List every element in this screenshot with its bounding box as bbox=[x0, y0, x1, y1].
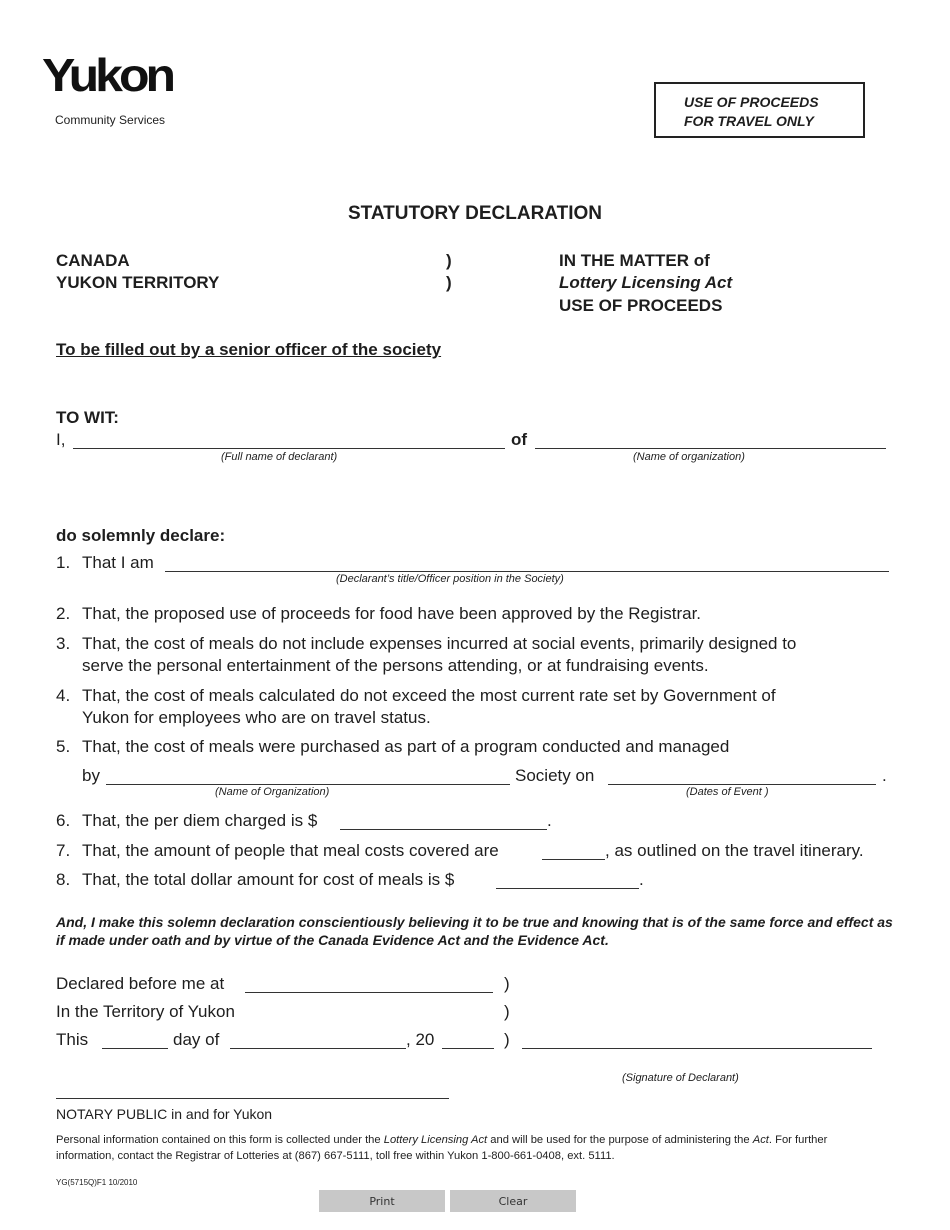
declared-paren: ) bbox=[504, 974, 510, 993]
list-item-7 bbox=[56, 841, 499, 861]
declarant-prefix: I, bbox=[56, 430, 66, 449]
item-text: That, the cost of meals were purchased as part of a program conducted and managed bbox=[82, 737, 730, 756]
organization-caption: (Name of organization) bbox=[633, 451, 745, 463]
header-use-of-proceeds: USE OF PROCEEDS bbox=[559, 296, 723, 315]
item-number: 8. bbox=[56, 870, 71, 889]
item-number: 7. bbox=[56, 841, 71, 860]
item5-period: . bbox=[882, 766, 887, 785]
notary-signature-field[interactable] bbox=[56, 1098, 449, 1099]
privacy-notice bbox=[56, 1132, 846, 1164]
header-canada: CANADA bbox=[56, 251, 130, 270]
item-number: 3. bbox=[56, 634, 71, 653]
month-field[interactable] bbox=[230, 1048, 406, 1049]
item-number: 4. bbox=[56, 686, 71, 705]
event-dates-caption: (Dates of Event ) bbox=[686, 786, 769, 798]
privacy-text: . For further information, contact the Registrar of Lotteries at (867) 667-5111, toll free within Yukon 1-800-661-0408, ext. 5111. bbox=[56, 1134, 828, 1162]
item-number: 5. bbox=[56, 737, 71, 756]
officer-position-field[interactable] bbox=[165, 571, 889, 572]
item-number: 1. bbox=[56, 553, 71, 572]
item7-end: , as outlined on the travel itinerary. bbox=[605, 841, 864, 860]
header-yukon-territory: YUKON TERRITORY bbox=[56, 273, 220, 292]
declarant-name-field[interactable] bbox=[73, 448, 505, 449]
list-item-1 bbox=[56, 553, 154, 573]
travel-box-line1: USE OF PROCEEDS bbox=[684, 94, 819, 110]
department-name: Community Services bbox=[55, 113, 166, 127]
item5-society-on: Society on bbox=[515, 766, 595, 785]
signature-field[interactable] bbox=[522, 1048, 872, 1049]
territory-label: In the Territory of Yukon bbox=[56, 1002, 235, 1021]
item5-by: by bbox=[82, 766, 100, 785]
header-paren: ) bbox=[446, 273, 452, 292]
list-item-3 bbox=[56, 634, 796, 654]
travel-box-line2: FOR TRAVEL ONLY bbox=[684, 113, 814, 129]
travel-only-box bbox=[654, 82, 865, 138]
signature-caption: (Signature of Declarant) bbox=[622, 1072, 739, 1084]
organization-name-field[interactable] bbox=[535, 448, 886, 449]
item6-end: . bbox=[547, 811, 552, 830]
event-dates-field[interactable] bbox=[608, 784, 876, 785]
day-field[interactable] bbox=[102, 1048, 168, 1049]
solemn-statement: And, I make this solemn declaration conscientiously believing it to be true and knowing that is of the same force and effect as if made under oath and by virtue of the Canada Evidence Act and the Evidence Act. bbox=[56, 914, 893, 948]
privacy-text: and will be used for the purpose of administering the bbox=[487, 1134, 753, 1146]
per-diem-field[interactable] bbox=[340, 829, 547, 830]
item-text: That, the amount of people that meal costs covered are bbox=[82, 841, 499, 860]
yukon-logo: Yukon bbox=[42, 49, 173, 102]
privacy-text: Personal information contained on this form is collected under the bbox=[56, 1134, 384, 1146]
officer-position-caption: (Declarant’s title/Officer position in the Society) bbox=[336, 573, 564, 585]
notary-label: NOTARY PUBLIC in and for Yukon bbox=[56, 1106, 273, 1122]
list-item-5 bbox=[56, 737, 729, 757]
page-title: STATUTORY DECLARATION bbox=[347, 203, 603, 224]
day-of-label: day of bbox=[173, 1030, 220, 1049]
program-organization-field[interactable] bbox=[106, 784, 510, 785]
item-text: That, the total dollar amount for cost of meals is $ bbox=[82, 870, 455, 889]
this-label: This bbox=[56, 1030, 89, 1049]
item-text-continued: serve the personal entertainment of the persons attending, or at fundraising events. bbox=[82, 656, 709, 675]
total-amount-field[interactable] bbox=[496, 888, 639, 889]
program-organization-caption: (Name of Organization) bbox=[215, 786, 330, 798]
item-number: 2. bbox=[56, 604, 71, 623]
to-wit-heading: TO WIT: bbox=[56, 408, 119, 427]
declared-location-field[interactable] bbox=[245, 992, 493, 993]
item-text: That, the cost of meals do not include expenses incurred at social events, primarily designed to bbox=[82, 634, 797, 653]
header-paren: ) bbox=[446, 251, 452, 270]
year-prefix-label: , 20 bbox=[406, 1030, 435, 1049]
list-item-4 bbox=[56, 686, 776, 706]
declared-before-label: Declared before me at bbox=[56, 974, 225, 993]
list-item-8 bbox=[56, 870, 454, 890]
declared-paren: ) bbox=[504, 1002, 510, 1021]
item-text-continued: Yukon for employees who are on travel status. bbox=[82, 708, 431, 727]
form-code: YG(5715Q)F1 10/2010 bbox=[56, 1178, 138, 1187]
header-act-name: Lottery Licensing Act bbox=[559, 273, 733, 292]
clear-button[interactable]: Clear bbox=[450, 1190, 576, 1212]
instruction-text: To be filled out by a senior officer of the society bbox=[56, 340, 442, 359]
declarant-name-caption: (Full name of declarant) bbox=[221, 451, 338, 463]
privacy-act-short: Act bbox=[752, 1134, 769, 1146]
list-item-2 bbox=[56, 604, 701, 624]
declared-paren: ) bbox=[504, 1030, 510, 1049]
solemn-heading: do solemnly declare: bbox=[56, 526, 226, 545]
year-field[interactable] bbox=[442, 1048, 494, 1049]
list-item-6 bbox=[56, 811, 317, 831]
item-number: 6. bbox=[56, 811, 71, 830]
privacy-act-name: Lottery Licensing Act bbox=[383, 1134, 488, 1146]
people-count-field[interactable] bbox=[542, 859, 605, 860]
item-text: That, the proposed use of proceeds for food have been approved by the Registrar. bbox=[82, 604, 702, 623]
print-button[interactable]: Print bbox=[319, 1190, 445, 1212]
item-text: That I am bbox=[82, 553, 154, 572]
item8-end: . bbox=[639, 870, 644, 889]
header-in-the-matter: IN THE MATTER of bbox=[559, 251, 710, 270]
item-text: That, the cost of meals calculated do not exceed the most current rate set by Government of bbox=[82, 686, 776, 705]
item-text: That, the per diem charged is $ bbox=[82, 811, 318, 830]
declarant-of: of bbox=[511, 430, 528, 449]
